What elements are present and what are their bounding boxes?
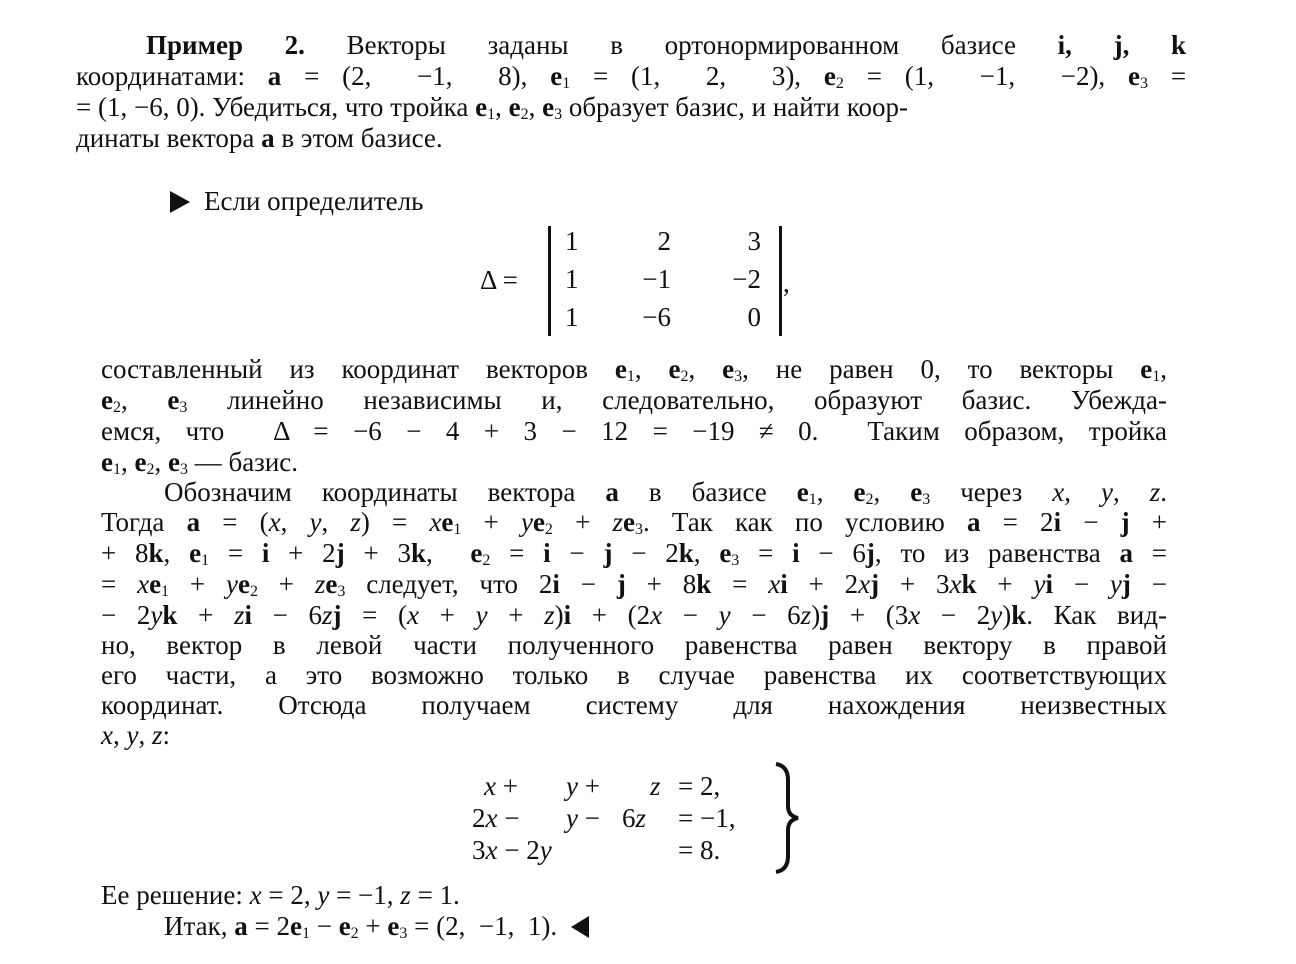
- equation-1: x + y + z = 2,: [484, 771, 721, 801]
- para2-line-6: но, вектор в левой части полученного равенства равен вектору в правой: [101, 630, 1167, 660]
- e1-coords: $e_1 = (1$, 2, 3),: [550, 61, 802, 92]
- problem-line-3: = (1, −6, 0). Убедиться, что тройка $e_1$, $e_2$, $e_3$ образует базис, и найти коор-: [76, 92, 908, 123]
- det-cell: 3: [747, 226, 761, 256]
- equation-2: 2x − y − 6z = −1,: [472, 803, 736, 833]
- coords-prefix: координатами:: [76, 61, 245, 91]
- problem-label: Пример 2.: [146, 30, 305, 60]
- problem-line-2: [76, 61, 1186, 91]
- e2-coords: $e_2 = (1$, −1, −2),: [823, 61, 1106, 92]
- conclusion-line: Итак, $a = 2e_1 - e_2 + e_3 = (2$, −1, 1).: [164, 911, 589, 941]
- det-cell: 1: [565, 264, 579, 294]
- para1-line-3: емся, что Δ = −6 − 4 + 3 − 12 = −19 ≠ 0. Таким образом, тройка: [101, 416, 1167, 446]
- solution-line: Ее решение: x = 2, y = −1, z = 1.: [101, 880, 460, 910]
- delta-symbol: Δ =: [480, 265, 518, 295]
- problem-line-1: [146, 30, 1186, 60]
- problem-text-1: Векторы заданы в ортонормированном базисе: [346, 30, 1016, 60]
- det-cell: −2: [732, 264, 761, 294]
- para2-line-5: − 2yk + zi − 6zj = (x + y + z)i + (2x − y − 6z)j + (3x − 2y)k. Как вид-: [101, 600, 1167, 630]
- para1-line-1: составленный из координат векторов $e_1$, $e_2$, $e_3$, не равен 0, то векторы $e_1$,: [101, 354, 1167, 385]
- det-cell: 1: [565, 302, 579, 332]
- problem-line-4: динаты вектора a в этом базисе.: [76, 123, 443, 153]
- solution-start-marker-icon: [170, 191, 190, 213]
- det-cell: −1: [642, 264, 671, 294]
- equation-system: [470, 770, 780, 866]
- equation-3: 3x − 2y = 8.: [472, 835, 721, 865]
- intro-text: Если определитель: [204, 186, 424, 216]
- determinant-matrix: [548, 226, 782, 336]
- para2-line-9: x, y, z:: [101, 720, 170, 750]
- para2-line-3: + 8k, $e_1 = i + 2j + 3k$, $e_2 = i - j - 2k$, $e_3 = i - 6j$, то из равенства a =: [101, 538, 1168, 569]
- para2-line-4: = $xe_1 + ye_2 + ze_3$ следует, что 2i − j + 8k = xi + 2xj + 3xk + yi − yj −: [101, 569, 1167, 600]
- para2-line-8: координат. Отсюда получаем систему для нахождения неизвестных: [101, 690, 1167, 720]
- para1-line-4: $e_1$, $e_2$, $e_3$ — базис.: [101, 447, 299, 478]
- solution-intro: [170, 186, 423, 216]
- det-cell: 2: [657, 226, 671, 256]
- para1-line-2: $e_2$, $e_3$ линейно независимы и, следовательно, образуют базис. Убежда-: [101, 385, 1167, 416]
- basis-vectors: i, j, k: [1057, 30, 1187, 60]
- para2-line-1: Обозначим координаты вектора a в базисе $e_1$, $e_2$, $e_3$ через x, y, z.: [164, 477, 1168, 508]
- solution-end-marker-icon: [571, 916, 589, 938]
- para2-line-7: его части, а это возможно только в случае равенства их соответствующих: [101, 660, 1167, 690]
- det-comma: ,: [783, 268, 790, 298]
- para2-line-2: Тогда a = (x, y, $z) = xe_1 + ye_2 + ze_3$. Так как по условию a = 2i − j +: [101, 507, 1168, 538]
- a-coords: a = (2, −1, 8),: [267, 61, 528, 91]
- right-brace-icon: [772, 762, 802, 874]
- e3-coords-start: $e_3$ =: [1128, 61, 1187, 92]
- det-cell: 1: [565, 226, 579, 256]
- det-cell: −6: [642, 302, 671, 332]
- det-cell: 0: [747, 302, 761, 332]
